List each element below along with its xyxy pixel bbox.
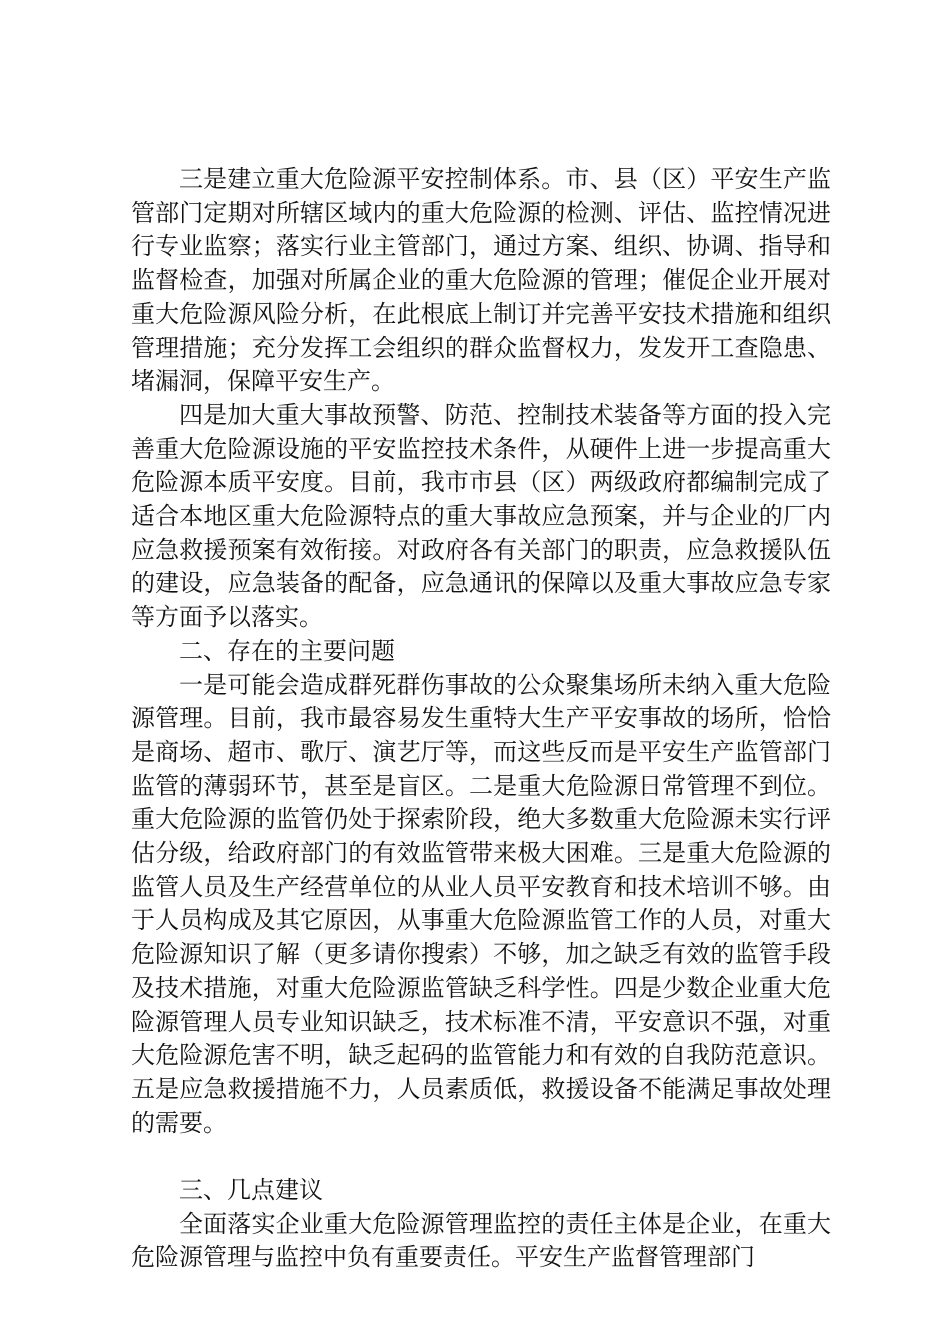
body-text-upper	[131, 163, 831, 1275]
section-heading-main-problems: 二、存在的主要问题	[179, 636, 395, 665]
paragraph-accident-prevention-investment: 四是加大重大事故预警、防范、控制技术装备等方面的投入完善重大危险源设施的平安监控技术条件，从硬件上进一步提高重大危险源本质平安度。目前，我市市县（区）两级政府都编制完成了适合本地区重大危险源特点的重大事故应急预案，并与企业的厂内应急救援预案有效衔接。对政府各有关部门的职责，应急救援队伍的建设，应急装备的配备，应急通讯的保障以及重大事故应急专家等方面予以落实。	[131, 400, 831, 632]
paragraph-suggestions: 全面落实企业重大危险源管理监控的责任主体是企业，在重大危险源管理与监控中负有重要责任。平安生产监督管理部门	[131, 1209, 831, 1272]
paragraph-safety-control-system: 三是建立重大危险源平安控制体系。市、县（区）平安生产监管部门定期对所辖区域内的重大危险源的检测、评估、监控情况进行专业监察；落实行业主管部门，通过方案、组织、协调、指导和监督检查，加强对所属企业的重大危险源的管理；催促企业开展对重大危险源风险分析，在此根底上制订并完善平安技术措施和组织管理措施；充分发挥工会组织的群众监督权力，发发开工查隐患、堵漏洞，保障平安生产。	[131, 165, 831, 396]
paragraph-main-problems: 一是可能会造成群死群伤事故的公众聚集场所未纳入重大危险源管理。目前，我市最容易发生重特大生产平安事故的场所，恰恰是商场、超市、歌厅、演艺厅等，而这些反而是平安生产监管部门监管的薄弱环节，甚至是盲区。二是重大危险源日常管理不到位。重大危险源的监管仍处于探索阶段，绝大多数重大危险源未实行评估分级，给政府部门的有效监管带来极大困难。三是重大危险源的监管人员及生产经营单位的从业人员平安教育和技术培训不够。由于人员构成及其它原因，从事重大危险源监管工作的人员，对重大危险源知识了解（更多请你搜索）不够，加之缺乏有效的监管手段及技术措施，对重大危险源监管缺乏科学性。四是少数企业重大危险源管理人员专业知识缺乏，技术标准不清，平安意识不强，对重大危险源危害不明，缺乏起码的监管能力和有效的自我防范意识。五是应急救援措施不力，人员素质低，救援设备不能满足事故处理的需要。	[131, 670, 831, 1137]
section-heading-suggestions: 三、几点建议	[179, 1176, 323, 1205]
